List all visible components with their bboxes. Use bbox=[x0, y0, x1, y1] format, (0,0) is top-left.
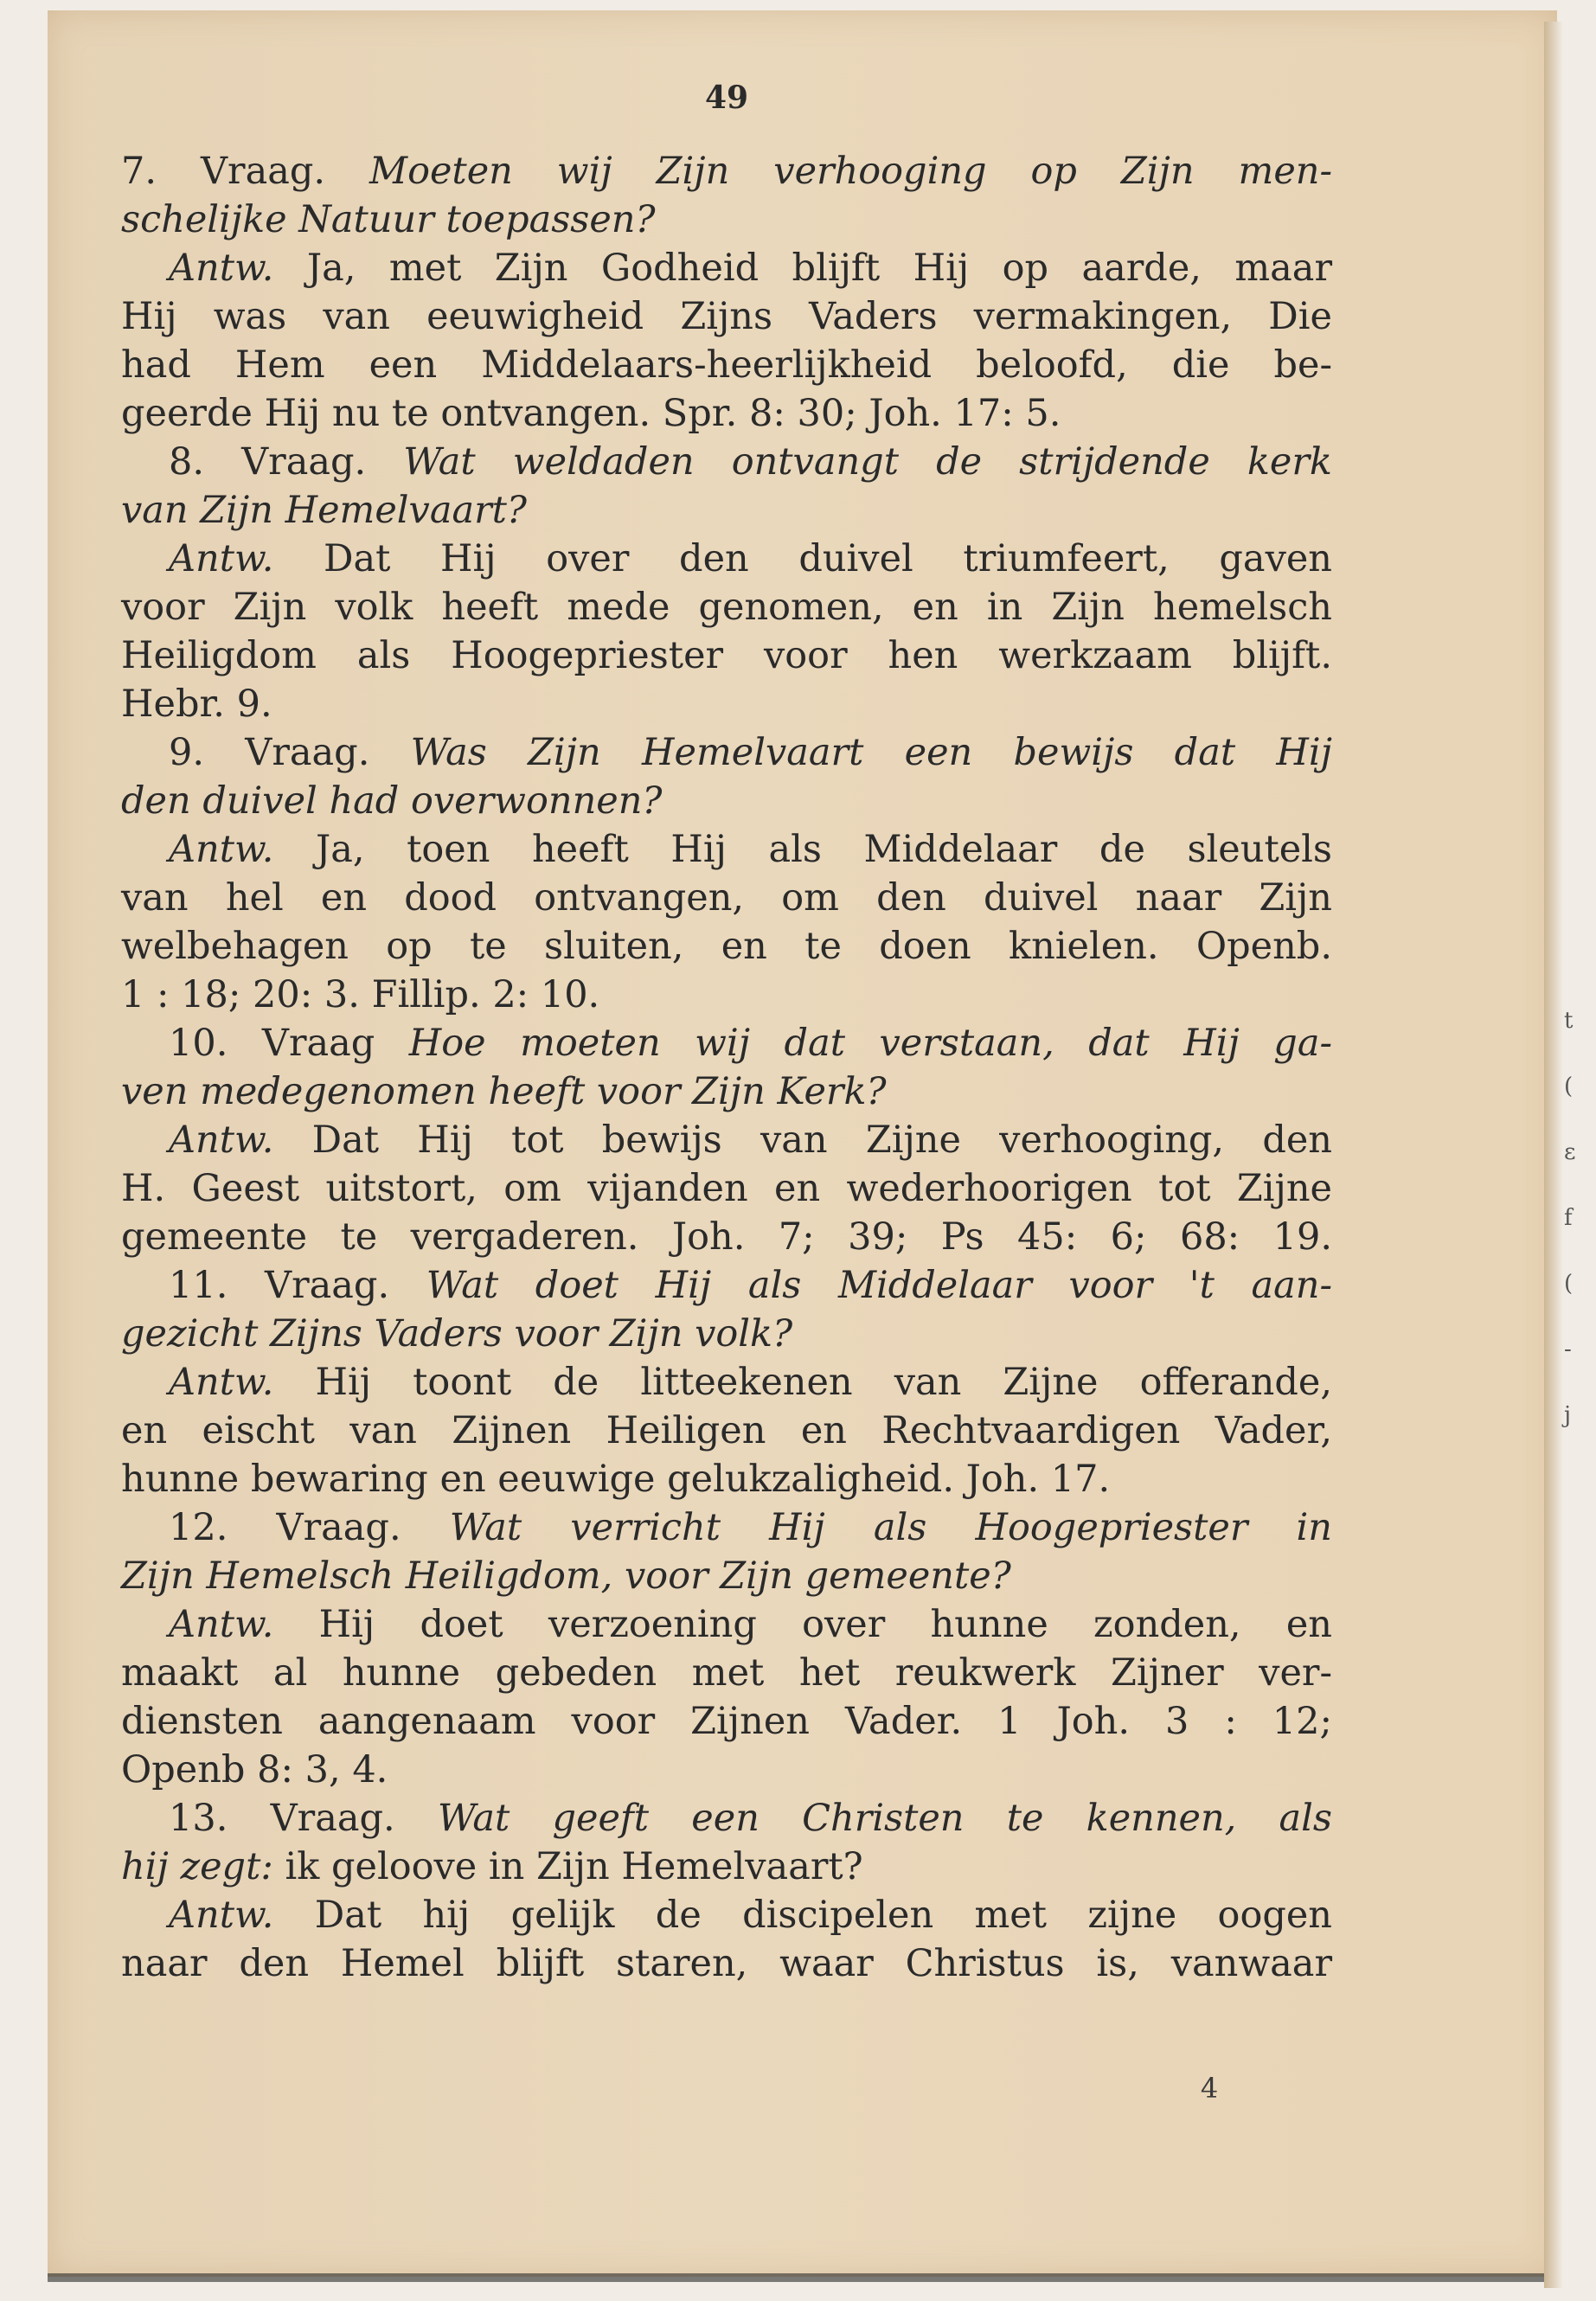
text-line bbox=[121, 1843, 1332, 1891]
text-line bbox=[121, 971, 1332, 1019]
roman-text: diensten aangenaam voor Zijnen Vader. 1 Joh. 3 : 12; bbox=[121, 1700, 1332, 1743]
text-line bbox=[121, 1600, 1332, 1649]
text-line bbox=[121, 292, 1332, 341]
roman-text: Hij toont de litteekenen van Zijne offerande, bbox=[273, 1361, 1332, 1404]
text-line bbox=[121, 1649, 1332, 1697]
margin-glyph: ε bbox=[1564, 1139, 1576, 1165]
text-line bbox=[121, 535, 1332, 583]
text-line bbox=[121, 777, 1332, 825]
italic-text: Wat doet Hij als Middelaar voor 't aan- bbox=[426, 1264, 1332, 1307]
text-line bbox=[121, 1503, 1332, 1552]
text-line bbox=[121, 583, 1332, 631]
italic-text: Antw. bbox=[169, 1118, 274, 1162]
roman-text: Openb 8: 3, 4. bbox=[121, 1748, 388, 1791]
roman-text: naar den Hemel blijft staren, waar Christus is, vanwaar bbox=[121, 1942, 1332, 1985]
roman-text: geerde Hij nu te ontvangen. Spr. 8: 30; Joh. 17: 5. bbox=[121, 392, 1061, 435]
adjacent-page-fragment bbox=[1564, 1008, 1590, 1468]
margin-glyph: j bbox=[1564, 1402, 1572, 1428]
roman-text: ik geloove in Zijn Hemelvaart? bbox=[272, 1845, 863, 1888]
roman-text: Hij doet verzoening over hunne zonden, en bbox=[273, 1603, 1332, 1646]
text-line bbox=[121, 1552, 1332, 1600]
roman-text: 7. Vraag. bbox=[121, 150, 370, 193]
italic-text: gezicht Zijns Vaders voor Zijn volk? bbox=[121, 1312, 793, 1356]
text-line bbox=[121, 874, 1332, 922]
page-bottom-edge bbox=[48, 2273, 1544, 2282]
roman-text: Dat Hij tot bewijs van Zijne verhooging, den bbox=[273, 1118, 1332, 1162]
italic-text: schelijke Natuur toepassen? bbox=[121, 198, 656, 241]
margin-glyph: t bbox=[1564, 1008, 1574, 1034]
text-line bbox=[121, 1164, 1332, 1213]
italic-text: van Zijn Hemelvaart? bbox=[121, 489, 527, 532]
page-number: 49 bbox=[704, 80, 749, 116]
text-line bbox=[121, 1213, 1332, 1261]
roman-text: 9. Vraag. bbox=[169, 731, 411, 774]
roman-text: Hij was van eeuwigheid Zijns Vaders vermakingen, Die bbox=[121, 295, 1332, 338]
text-line bbox=[121, 1116, 1332, 1164]
roman-text: en eischt van Zijnen Heiligen en Rechtvaardigen Vader, bbox=[121, 1409, 1332, 1452]
roman-text: voor Zijn volk heeft mede genomen, en in Zijn hemelsch bbox=[121, 586, 1332, 629]
roman-text: 11. Vraag. bbox=[169, 1264, 426, 1307]
italic-text: Antw. bbox=[169, 247, 274, 290]
text-line bbox=[121, 486, 1332, 535]
text-line bbox=[121, 728, 1332, 777]
roman-text: Hebr. 9. bbox=[121, 683, 272, 726]
text-line bbox=[121, 1697, 1332, 1746]
italic-text: Antw. bbox=[169, 828, 274, 871]
roman-text: Dat hij gelijk de discipelen met zijne oogen bbox=[273, 1894, 1332, 1937]
italic-text: Antw. bbox=[169, 1361, 274, 1404]
text-line bbox=[121, 1939, 1332, 1988]
margin-glyph: ( bbox=[1564, 1271, 1574, 1297]
text-line bbox=[121, 1891, 1332, 1939]
text-line bbox=[121, 1358, 1332, 1407]
italic-text: Antw. bbox=[169, 537, 274, 580]
italic-text: ven medegenomen heeft voor Zijn Kerk? bbox=[121, 1070, 887, 1113]
text-line bbox=[121, 922, 1332, 971]
roman-text: gemeente te vergaderen. Joh. 7; 39; Ps 45: 6; 68: 19. bbox=[121, 1215, 1332, 1259]
text-line bbox=[121, 1407, 1332, 1455]
text-line bbox=[121, 195, 1332, 244]
italic-text: Hoe moeten wij dat verstaan, dat Hij ga- bbox=[408, 1022, 1332, 1065]
roman-text: 13. Vraag. bbox=[169, 1797, 438, 1840]
roman-text: 10. Vraag bbox=[169, 1022, 409, 1065]
text-line bbox=[121, 147, 1332, 195]
text-line bbox=[121, 631, 1332, 680]
page-edge-shadow bbox=[1544, 22, 1563, 2288]
roman-text: Dat Hij over den duivel triumfeert, gaven bbox=[273, 537, 1332, 580]
text-line bbox=[121, 1019, 1332, 1067]
signature-mark: 4 bbox=[1200, 2072, 1219, 2105]
text-line bbox=[121, 341, 1332, 389]
italic-text: Wat geeft een Christen te kennen, als bbox=[437, 1797, 1332, 1840]
roman-text: Ja, met Zijn Godheid blijft Hij op aarde, maar bbox=[273, 247, 1332, 290]
text-line bbox=[121, 825, 1332, 874]
text-line bbox=[121, 438, 1332, 486]
italic-text: Antw. bbox=[169, 1894, 274, 1937]
roman-text: van hel en dood ontvangen, om den duivel naar Zijn bbox=[121, 876, 1332, 920]
italic-text: Wat weldaden ontvangt de strijdende kerk bbox=[403, 440, 1332, 484]
text-line bbox=[121, 1794, 1332, 1843]
margin-glyph: f bbox=[1564, 1205, 1573, 1231]
roman-text: Ja, toen heeft Hij als Middelaar de sleutels bbox=[273, 828, 1332, 871]
text-line bbox=[121, 1067, 1332, 1116]
roman-text: 8. Vraag. bbox=[169, 440, 404, 484]
text-line bbox=[121, 1310, 1332, 1358]
roman-text: had Hem een Middelaars-heerlijkheid beloofd, die be- bbox=[121, 343, 1332, 387]
italic-text: den duivel had overwonnen? bbox=[121, 779, 663, 823]
roman-text: 1 : 18; 20: 3. Fillip. 2: 10. bbox=[121, 973, 600, 1016]
roman-text: maakt al hunne gebeden met het reukwerk Zijner ver- bbox=[121, 1651, 1332, 1695]
text-line bbox=[121, 1261, 1332, 1310]
text-line bbox=[121, 680, 1332, 728]
italic-text: Antw. bbox=[169, 1603, 274, 1646]
roman-text: welbehagen op te sluiten, en te doen knielen. Openb. bbox=[121, 925, 1332, 968]
margin-glyph: ( bbox=[1564, 1074, 1574, 1099]
italic-text: Was Zijn Hemelvaart een bewijs dat Hij bbox=[410, 731, 1332, 774]
text-line bbox=[121, 1455, 1332, 1503]
roman-text: 12. Vraag. bbox=[169, 1506, 450, 1549]
italic-text: Wat verricht Hij als Hoogepriester in bbox=[449, 1506, 1333, 1549]
text-line bbox=[121, 244, 1332, 292]
roman-text: hunne bewaring en eeuwige gelukzaligheid. Joh. 17. bbox=[121, 1458, 1111, 1501]
italic-text: Moeten wij Zijn verhooging op Zijn men- bbox=[369, 150, 1332, 193]
text-line bbox=[121, 389, 1332, 438]
roman-text: H. Geest uitstort, om vijanden en wederhoorigen tot Zijne bbox=[121, 1167, 1332, 1210]
roman-text: Heiligdom als Hoogepriester voor hen werkzaam blijft. bbox=[121, 634, 1332, 677]
text-column bbox=[121, 147, 1332, 1988]
italic-text: Zijn Hemelsch Heiligdom, voor Zijn gemeente? bbox=[121, 1554, 1011, 1598]
italic-text: hij zegt: bbox=[121, 1845, 273, 1888]
margin-glyph: - bbox=[1564, 1336, 1572, 1362]
text-line bbox=[121, 1746, 1332, 1794]
